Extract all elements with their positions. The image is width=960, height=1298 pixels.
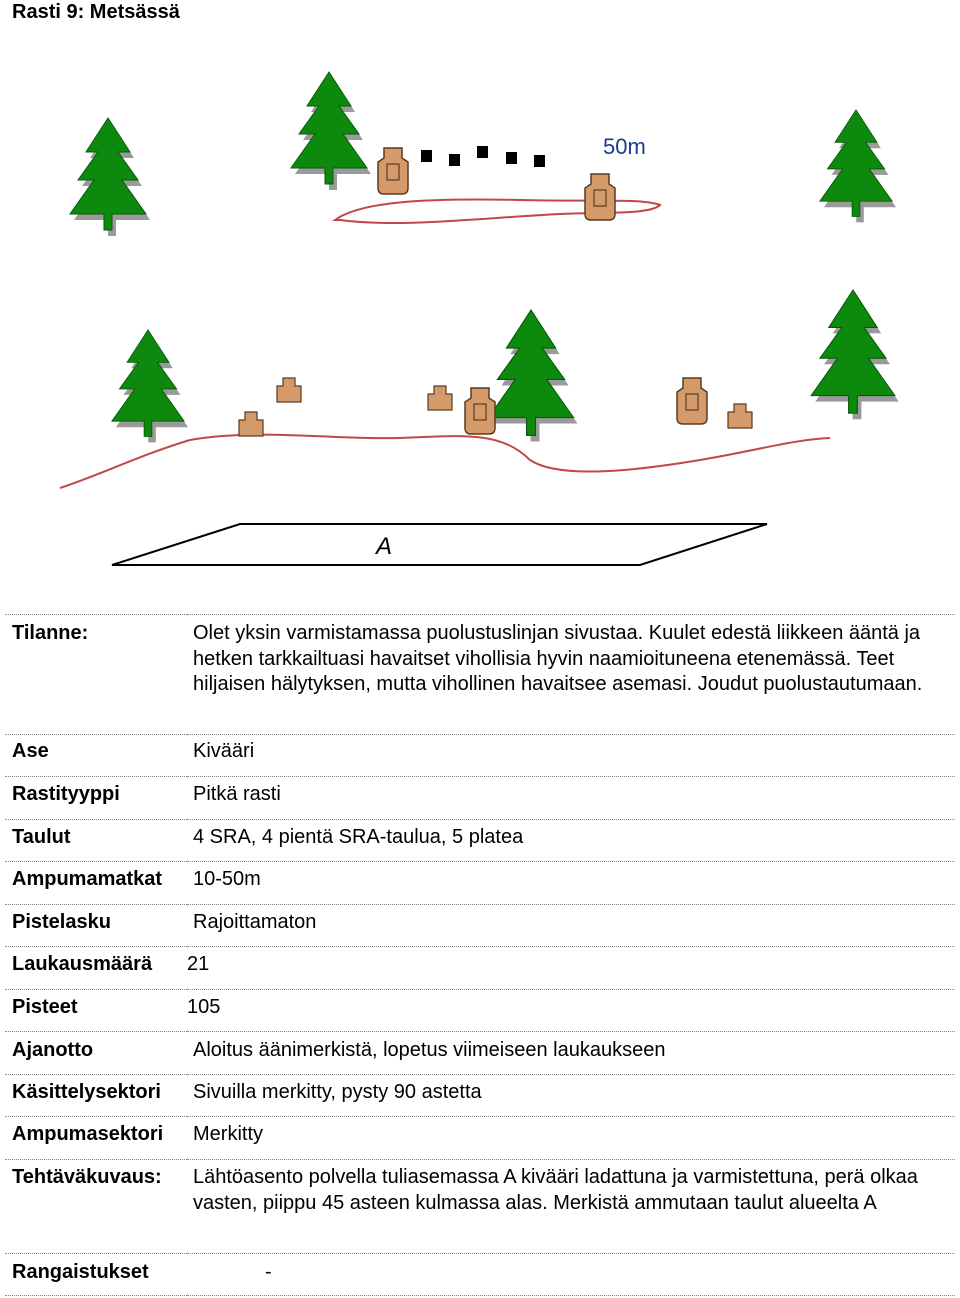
small-target-icon (277, 378, 301, 402)
plate-icon (506, 152, 517, 164)
sra-target-icon (378, 148, 408, 194)
small-target-icon (428, 386, 452, 410)
tree-icon (488, 310, 577, 441)
table-row (5, 1254, 955, 1296)
row-label: Rastityyppi (12, 783, 120, 805)
sra-target-icon (677, 378, 707, 424)
row-label: Tehtäväkuvaus: (12, 1166, 162, 1188)
page-title: Rasti 9: Metsässä (12, 1, 180, 23)
distance-label: 50m (603, 134, 646, 159)
row-value: Sivuilla merkitty, pysty 90 astetta (193, 1081, 482, 1103)
stage-diagram (0, 30, 960, 590)
row-label: Ajanotto (12, 1039, 94, 1061)
row-value: 105 (187, 996, 221, 1018)
row-value: Kivääri (193, 740, 255, 762)
tree-icon (820, 110, 896, 222)
tree-icon (811, 290, 899, 419)
row-label: Ase (12, 740, 49, 762)
table-row (5, 1160, 955, 1254)
table-row (5, 990, 955, 1032)
row-value: 4 SRA, 4 pientä SRA-taulua, 5 platea (193, 826, 524, 848)
row-value: 10-50m (193, 868, 261, 890)
row-value: - (265, 1261, 272, 1283)
plate-icon (449, 154, 460, 166)
sra-target-icon (465, 388, 495, 434)
tree-icon (291, 72, 371, 190)
plate-icon (421, 150, 432, 162)
row-value: Lähtöasento polvella tuliasemassa A kivääri ladattuna ja varmistettuna, perä olkaa vasten, piippu 45 asteen kulmassa alas. Merkistä ammutaan taulut alueelta A (193, 1166, 918, 1214)
row-label: Rangaistukset (12, 1261, 149, 1283)
plate-icon (534, 155, 545, 167)
row-value: Aloitus äänimerkistä, lopetus viimeiseen laukaukseen (193, 1039, 666, 1061)
row-label: Pisteet (12, 996, 78, 1018)
sra-target-icon (585, 174, 615, 220)
row-label: Tilanne: (12, 622, 89, 644)
area-label: A (376, 533, 393, 560)
plate-icon (477, 146, 488, 158)
row-label: Käsittelysektori (12, 1081, 161, 1103)
table-row (5, 862, 955, 905)
tree-icon (70, 118, 150, 236)
row-label: Ampumasektori (12, 1123, 164, 1145)
berm-line-bottom (60, 435, 830, 488)
table-row (5, 1117, 955, 1160)
table-row (5, 735, 955, 777)
table-row (5, 777, 955, 820)
table-row (5, 820, 955, 862)
row-value: Pitkä rasti (193, 783, 281, 805)
row-label: Taulut (12, 826, 71, 848)
small-target-icon (239, 412, 263, 436)
tree-icon (112, 330, 188, 442)
table-row (5, 1075, 955, 1117)
table-row (5, 1032, 955, 1075)
row-value: Olet yksin varmistamassa puolustuslinjan sivustaa. Kuulet edestä liikkeen ääntä ja hetken tarkkailtuasi havaitset vihollisia hyvin naamioituneena etenemässä. Teet hiljaisen hälytyksen, mutta vihollinen havaitsee asemasi. Joudut puolustautumaan. (193, 622, 923, 695)
row-value: Rajoittamaton (193, 911, 317, 933)
row-value: Merkitty (193, 1123, 263, 1145)
stage-info-table (5, 614, 955, 1296)
small-target-icon (728, 404, 752, 428)
row-value: 21 (187, 953, 210, 975)
row-label: Pistelasku (12, 911, 111, 933)
row-label: Ampumamatkat (12, 868, 163, 890)
table-row (5, 947, 955, 990)
table-row (5, 905, 955, 947)
row-label: Laukausmäärä (12, 953, 153, 975)
firing-area-a (112, 524, 767, 565)
table-row (5, 615, 955, 735)
